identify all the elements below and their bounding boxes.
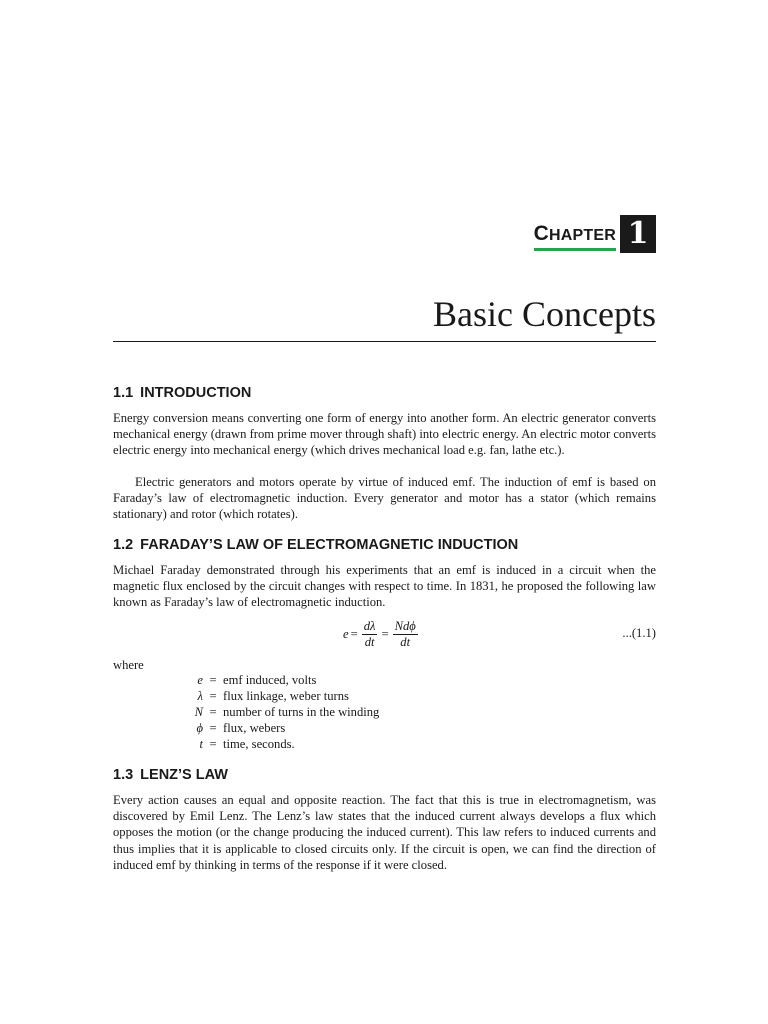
section-number: 1.2 [113,537,134,553]
section-title: FARADAY’S LAW OF ELECTROMAGNETIC INDUCTION [140,537,519,553]
equation-number: ...(1.1) [622,626,656,640]
chapter-word-initial: C [533,222,550,245]
chapter-word-wrap [533,222,616,253]
definition-equals: = [209,721,217,735]
definition-symbol: t [199,737,203,751]
section-number: 1.3 [113,767,134,783]
chapter-word-rest: HAPTER [549,227,616,244]
definition-row [173,720,379,736]
fraction-denominator: dt [400,634,411,649]
definition-symbol: ϕ [196,721,203,735]
paragraph: Electric generators and motors operate by virtue of induced emf. The induction of emf is based on Faraday’s law of electromagnetic induction. Every generator and motor has a stator (which remains stationary) and rotor (which rotates). [113,475,656,522]
fraction-numerator: dλ [363,618,376,633]
definition-equals: = [209,673,217,687]
where-label: where [113,658,144,672]
document-page [113,0,656,1024]
equation-1-1 [113,614,656,654]
paragraph: Every action causes an equal and opposite reaction. The fact that this is true in electromagnetism, was discovered by Emil Lenz. The Lenz’s law states that the induced current always develops a flux which opposes the motion (or the change producing the induced current). This law refers to induced currents and thus implies that it is applicable to closed circuits only. If the circuit is open, we can find the direction of induced emf by thinking in terms of the response if it were closed. [113,793,656,872]
chapter-title: Basic Concepts [433,294,656,334]
equation-equals: = [381,626,389,641]
section-heading-faradays-law [113,536,656,554]
section-heading-lenzs-law [113,766,656,784]
variable-definitions [173,672,379,752]
equation-body [343,616,420,652]
definition-equals: = [209,705,217,719]
chapter-badge [534,215,656,253]
definition-symbol: e [197,673,203,687]
chapter-underline [534,248,616,251]
fraction-denominator: dt [364,634,375,649]
section-title: INTRODUCTION [140,385,252,401]
definition-description: flux linkage, weber turns [223,689,349,703]
chapter-number: 1 [620,215,656,253]
equation-lhs: e [343,626,349,641]
definition-equals: = [209,737,217,751]
fraction-dlambda-dt [362,619,378,650]
equation-equals: = [350,626,358,641]
section-heading-introduction [113,384,656,402]
definition-description: emf induced, volts [223,673,317,687]
definition-symbol: N [194,705,203,719]
definition-description: number of turns in the winding [223,705,380,719]
paragraph: Michael Faraday demonstrated through his experiments that an emf is induced in a circuit when the magnetic flux enclosed by the circuit changes with respect to time. In 1831, he proposed the following law known as Faraday’s law of electromagnetic induction. [113,563,656,610]
definition-description: flux, webers [223,721,286,735]
definition-row [173,704,379,720]
definition-row [173,688,379,704]
fraction-ndphi-dt [393,619,418,650]
definition-row [173,736,379,752]
chapter-word [533,222,616,245]
definition-symbol: λ [197,689,203,703]
section-number: 1.1 [113,385,134,401]
definition-equals: = [209,689,217,703]
section-title: LENZ’S LAW [140,767,228,783]
definition-row [173,672,379,688]
paragraph: Energy conversion means converting one form of energy into another form. An electric generator converts mechanical energy (drawn from prime mover through shaft) into electric energy. An electric motor converts electric energy into mechanical energy (which drives mechanical load e.g. fan, lathe etc.). [113,411,656,458]
fraction-numerator: Ndϕ [394,618,416,633]
definition-description: time, seconds. [223,737,295,751]
title-rule [113,341,656,342]
